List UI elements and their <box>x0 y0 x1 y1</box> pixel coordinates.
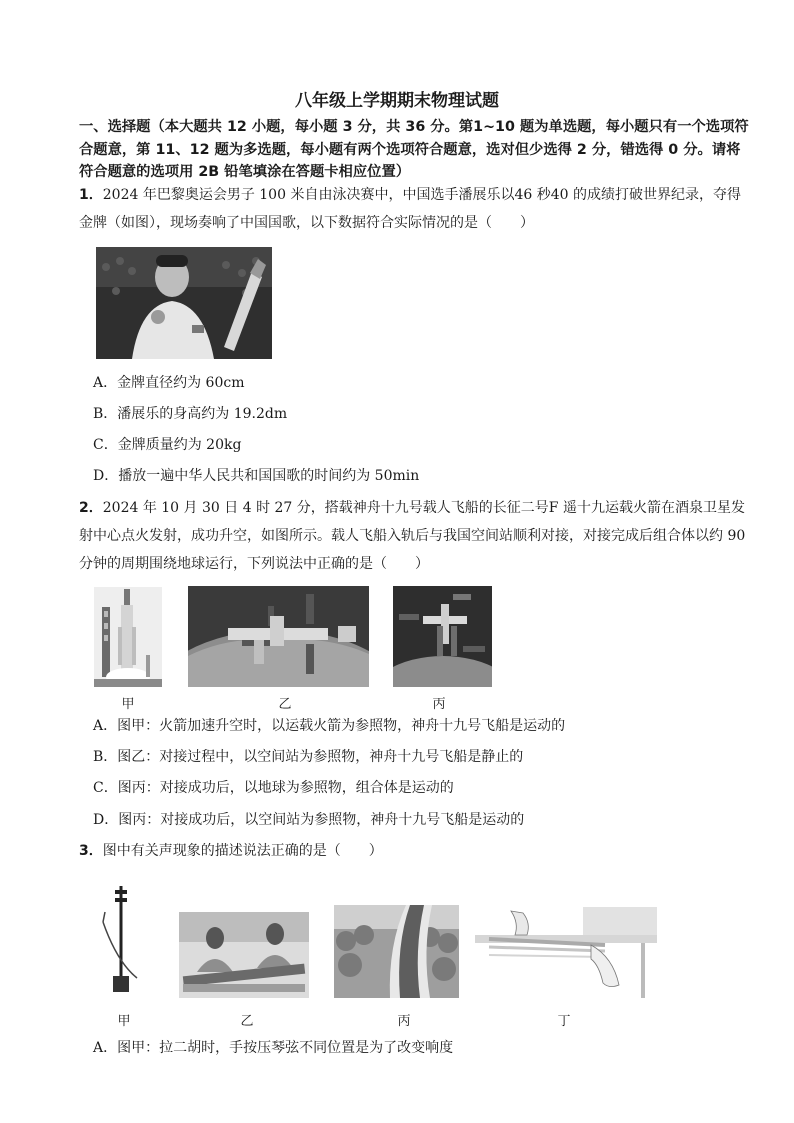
figure-caption-jia: 甲 <box>121 697 135 712</box>
figure-caption-bing: 丙 <box>432 697 446 712</box>
question-3 <box>79 837 751 865</box>
page-title: 八年级上学期期末物理试题 <box>295 91 499 111</box>
q2-option-b: B．图乙：对接过程中，以空间站为参照物，神舟十九号飞船是静止的 <box>93 749 524 765</box>
question-text: 2024 年 10 月 30 日 4 时 27 分，搭载神舟十九号载人飞船的长征二号F 遥十九运载火箭在酒泉卫星发射中心点火发射，成功升空，如图所示。载人飞船入轨后与我国空间站顺利对接，对接完成后组合体以约 90 分钟的周期围绕地球运行，下列说法中正确的是（ ） <box>79 500 746 572</box>
q3-option-a: A．图甲：拉二胡时，手按压琴弦不同位置是为了改变响度 <box>93 1040 454 1056</box>
section-heading: 一、选择题（本大题共 12 小题，每小题 3 分，共 36 分。第1~10 题为单选题，每小题只有一个选项符合题意，第 11、12 题为多选题，每小题有两个选项符合题意，选对但少选得 2 分，错选得 0 分。请将符合题意的选项用 2B 铅笔填涂在答题卡相应位置） <box>79 119 749 180</box>
q2-option-a: A．图甲：火箭加速升空时，以运载火箭为参照物，神舟十九号飞船是运动的 <box>93 718 566 734</box>
question-number: 1． <box>79 187 103 203</box>
q2-option-c: C．图丙：对接成功后，以地球为参照物，组合体是运动的 <box>93 780 454 796</box>
q1-option-a: A．金牌直径约为 60cm <box>93 375 245 391</box>
ruler-vibration-illustration <box>473 905 657 998</box>
spacecraft-docking-photo <box>188 586 369 687</box>
question-text: 图中有关声现象的描述说法正确的是（ ） <box>102 843 383 859</box>
q1-option-d: D．播放一遍中华人民共和国国歌的时间约为 50min <box>93 468 420 484</box>
erhu-illustration <box>97 882 142 998</box>
guzheng-players-photo <box>179 912 309 998</box>
figure-caption-yi: 乙 <box>240 1014 254 1029</box>
figure-caption-bing: 丙 <box>397 1014 411 1029</box>
figure-caption-ding: 丁 <box>557 1014 571 1029</box>
q2-option-d: D．图丙：对接成功后，以空间站为参照物，神舟十九号飞船是运动的 <box>93 812 525 828</box>
swimmer-medal-photo <box>96 247 272 359</box>
question-number: 2． <box>79 500 103 516</box>
noise-barrier-road-photo <box>334 905 459 998</box>
figure-caption-jia: 甲 <box>117 1014 131 1029</box>
question-text: 2024 年巴黎奥运会男子 100 米自由泳决赛中，中国选手潘展乐以46 秒40 的成绩打破世界纪录，夺得金牌（如图），现场奏响了中国国歌，以下数据符合实际情况的是（ ） <box>79 187 741 231</box>
q1-option-c: C．金牌质量约为 20kg <box>93 437 242 453</box>
space-station-orbit-photo <box>393 586 492 687</box>
question-number: 3． <box>79 843 103 859</box>
question-2 <box>79 494 751 578</box>
q1-option-b: B．潘展乐的身高约为 19.2dm <box>93 406 288 422</box>
question-1 <box>79 181 751 237</box>
figure-caption-yi: 乙 <box>278 697 292 712</box>
rocket-launch-photo <box>94 587 162 687</box>
